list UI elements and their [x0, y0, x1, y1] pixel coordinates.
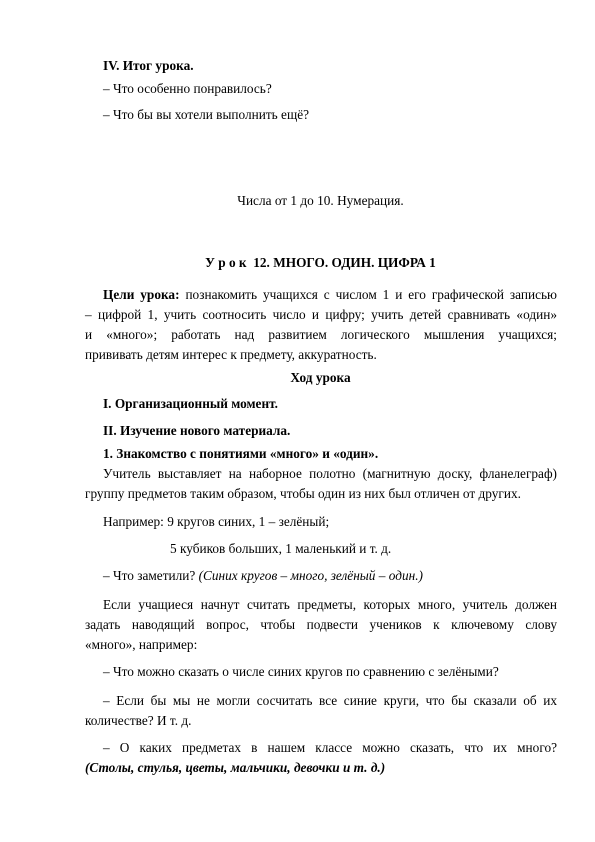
para1-line-2: группу предметов таким образом, чтобы один из них был отличен от других. [85, 486, 521, 501]
stage-1-heading: I. Организационный момент. [103, 396, 278, 411]
answer-classroom: (Столы, стулья, цветы, мальчики, девочки и т. д.) [85, 760, 386, 775]
question-noticed: – Что заметили? (Синих кругов – много, зелёный – один.) [103, 568, 423, 583]
question-compare: – Что можно сказать о числе синих кругов по сравнению с зелёными? [103, 664, 499, 679]
lesson-word: У р о к [205, 255, 247, 270]
goals-line-2: – цифрой 1, учить соотносить число и цифру; учить детей сравнивать «один» [85, 307, 557, 322]
question-count-line-2: количестве? И т. д. [85, 713, 192, 728]
subsection-1-heading: 1. Знакомство с понятиями «много» и «один». [103, 446, 379, 461]
question-classroom-line-1: – О каких предметах в нашем классе можно сказать, что их много? [103, 740, 557, 755]
stage-2-heading: II. Изучение нового материала. [103, 423, 291, 438]
lesson-title [0, 255, 595, 271]
para2-line-2: задать наводящий вопрос, чтобы подвести учеников к ключевому слову [85, 617, 557, 632]
goals-label: Цели урока: [103, 287, 180, 302]
question-more: – Что бы вы хотели выполнить ещё? [103, 107, 309, 122]
goals-line-1: Цели урока: познакомить учащихся с числом 1 и его графической записью [103, 287, 557, 302]
goals-line-4: прививать детям интерес к предмету, аккуратность. [85, 347, 377, 362]
topic-title: Числа от 1 до 10. Нумерация. [237, 193, 404, 208]
example-2: 5 кубиков больших, 1 маленький и т. д. [170, 541, 392, 556]
lesson-title-text: 12. МНОГО. ОДИН. ЦИФРА 1 [253, 255, 436, 270]
para2-line-3: «много», например: [85, 637, 198, 652]
example-1: Например: 9 кругов синих, 1 – зелёный; [103, 514, 330, 529]
para1-line-1: Учитель выставляет на наборное полотно (магнитную доску, фланелеграф) [103, 466, 557, 481]
section-4-heading: IV. Итог урока. [103, 58, 194, 73]
para2-line-1: Если учащиеся начнут считать предметы, которых много, учитель должен [103, 597, 557, 612]
question-count-line-1: – Если бы мы не могли сосчитать все синие круги, что бы сказали об их [103, 693, 557, 708]
answer-noticed: (Синих кругов – много, зелёный – один.) [198, 568, 423, 583]
course-heading: Ход урока [290, 370, 351, 385]
question-liked: – Что особенно понравилось? [103, 81, 272, 96]
goals-line-3: и «много»; работать над развитием логического мышления учащихся; [85, 327, 557, 342]
